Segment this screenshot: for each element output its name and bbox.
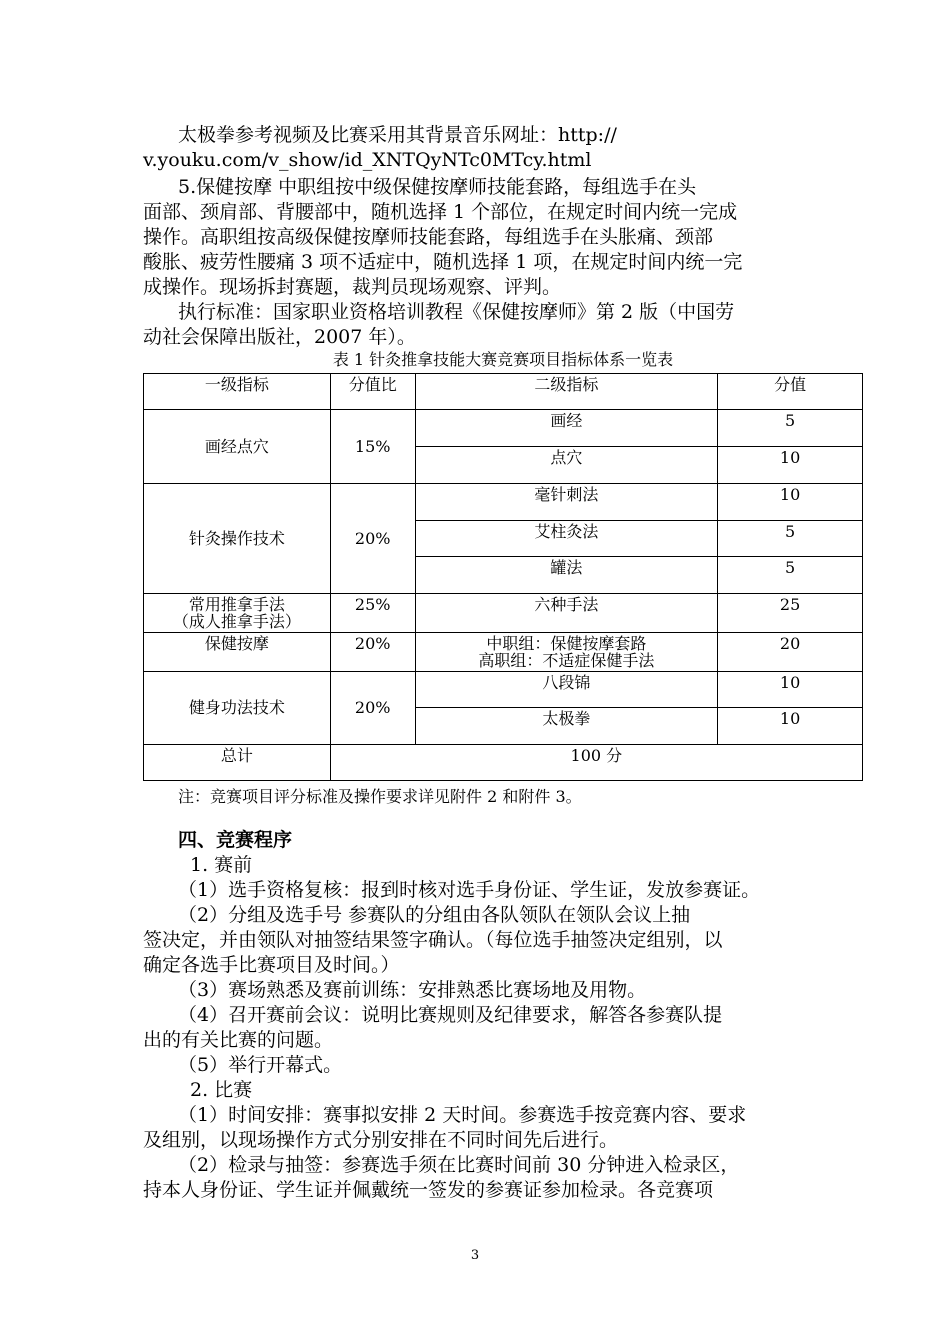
table-total-row (144, 745, 863, 781)
table-row (144, 594, 863, 633)
paragraph-line: （4）召开赛前会议：说明比赛规则及纪律要求，解答各参赛队提 (178, 1004, 723, 1026)
paragraph-line: 成操作。现场拆封赛题，裁判员现场观察、评判。 (143, 276, 562, 298)
score-cell: 5 (718, 521, 863, 557)
level2-cell: 太极拳 (415, 708, 718, 745)
paragraph-line: 确定各选手比赛项目及时间。） (143, 954, 400, 976)
paragraph-line: 1. 赛前 (190, 854, 253, 876)
paragraph-line: 执行标准：国家职业资格培训教程《保健按摩师》第 2 版（中国劳 (178, 301, 735, 323)
level1-text: 常用推拿手法 (188, 595, 285, 614)
score-cell: 25 (718, 594, 863, 633)
paragraph-line: 面部、颈肩部、背腰部中，随机选择 1 个部位，在规定时间内统一完成 (143, 201, 738, 223)
level2-cell: 毫针刺法 (415, 484, 718, 521)
score-cell: 5 (718, 410, 863, 447)
table-caption: 表 1 针灸推拿技能大赛竞赛项目指标体系一览表 (332, 350, 674, 369)
paragraph-line: 动社会保障出版社，2007 年）。 (143, 326, 416, 348)
level2-subtext: 高职组：不适症保健手法 (478, 651, 655, 670)
score-cell: 10 (718, 708, 863, 745)
section-heading: 四、竞赛程序 (178, 829, 293, 851)
ratio-cell: 15% (330, 410, 415, 484)
level1-cell: 画经点穴 (144, 410, 331, 484)
total-label-cell: 总计 (144, 745, 331, 781)
level2-cell: 艾柱灸法 (415, 521, 718, 557)
paragraph-line: 出的有关比赛的问题。 (143, 1029, 334, 1051)
paragraph-line: （3）赛场熟悉及赛前训练：安排熟悉比赛场地及用物。 (178, 979, 647, 1001)
level1-cell: 针灸操作技术 (144, 484, 331, 594)
page-number: 3 (470, 1248, 480, 1263)
score-cell: 20 (718, 633, 863, 672)
level2-cell: 六种手法 (415, 594, 718, 633)
table-header-cell: 二级指标 (415, 374, 718, 410)
table-row (144, 410, 863, 447)
level1-cell (144, 594, 331, 633)
level2-text: 中职组：保健按摩套路 (486, 634, 647, 653)
paragraph-line: 5.保健按摩 中职组按中级保健按摩师技能套路，每组选手在头 (178, 176, 697, 198)
paragraph-line: 2. 比赛 (190, 1079, 253, 1101)
level2-cell (415, 633, 718, 672)
ratio-cell: 25% (330, 594, 415, 633)
table-header-cell: 一级指标 (144, 374, 331, 410)
level1-cell: 健身功法技术 (144, 672, 331, 745)
score-cell: 10 (718, 447, 863, 484)
score-cell: 5 (718, 557, 863, 594)
video-url-link[interactable]: v.youku.com/v_show/id_XNTQyNTc0MTcy.html (143, 149, 592, 171)
paragraph-line: （2）检录与抽签：参赛选手须在比赛时间前 30 分钟进入检录区， (178, 1154, 740, 1176)
table-row (144, 484, 863, 521)
paragraph-line: （5）举行开幕式。 (178, 1054, 343, 1076)
score-cell: 10 (718, 672, 863, 708)
total-value-cell: 100 分 (330, 745, 862, 781)
paragraph-line: 及组别，以现场操作方式分别安排在不同时间先后进行。 (143, 1129, 619, 1151)
paragraph-line: （1）选手资格复核：报到时核对选手身份证、学生证，发放参赛证。 (178, 879, 761, 901)
paragraph-line: 签决定，并由领队对抽签结果签字确认。（每位选手抽签决定组别，以 (143, 929, 723, 951)
level2-cell: 画经 (415, 410, 718, 447)
level1-subtext: （成人推拿手法） (172, 612, 301, 631)
competition-index-table (143, 373, 863, 781)
ratio-cell: 20% (330, 484, 415, 594)
paragraph-line: （1）时间安排：赛事拟安排 2 天时间。参赛选手按竞赛内容、要求 (178, 1104, 747, 1126)
level2-cell: 八段锦 (415, 672, 718, 708)
paragraph-line: （2）分组及选手号 参赛队的分组由各队领队在领队会议上抽 (178, 904, 691, 926)
level2-cell: 罐法 (415, 557, 718, 594)
level1-cell: 保健按摩 (144, 633, 331, 672)
paragraph-line: 太极拳参考视频及比赛采用其背景音乐网址：http:// (178, 124, 617, 146)
paragraph-line: 操作。高职组按高级保健按摩师技能套路，每组选手在头胀痛、颈部 (143, 226, 714, 248)
ratio-cell: 20% (330, 672, 415, 745)
ratio-cell: 20% (330, 633, 415, 672)
score-cell: 10 (718, 484, 863, 521)
table-header-cell: 分值 (718, 374, 863, 410)
table-row (144, 633, 863, 672)
paragraph-line: 持本人身份证、学生证并佩戴统一签发的参赛证参加检录。各竞赛项 (143, 1179, 714, 1201)
table-header-row (144, 374, 863, 410)
table-row (144, 672, 863, 708)
paragraph-line: 酸胀、疲劳性腰痛 3 项不适症中，随机选择 1 项，在规定时间内统一完 (143, 251, 743, 273)
level2-cell: 点穴 (415, 447, 718, 484)
table-header-cell: 分值比 (330, 374, 415, 410)
table-note: 注：竞赛项目评分标准及操作要求详见附件 2 和附件 3。 (178, 787, 582, 806)
